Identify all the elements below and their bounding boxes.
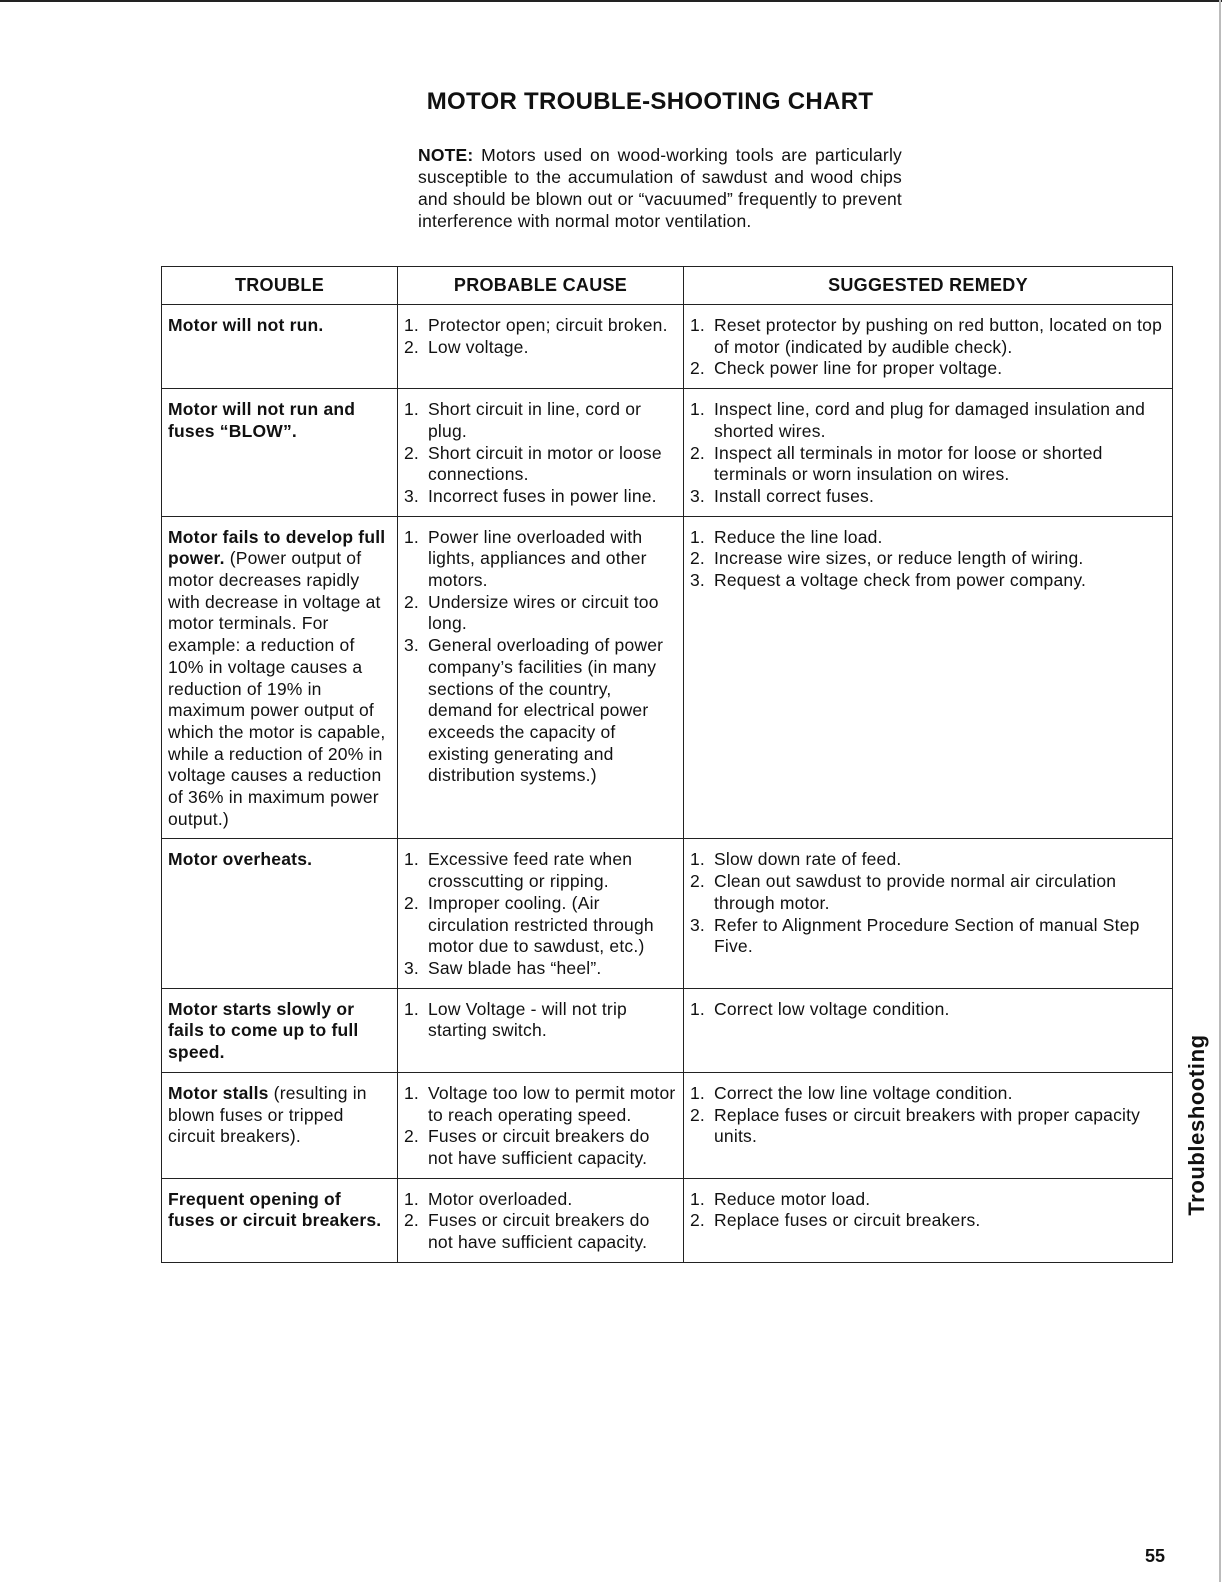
cause-item-number: 2. — [404, 591, 419, 612]
cause-item-text: Undersize wires or circuit too long. — [428, 591, 659, 634]
cause-item — [404, 527, 678, 592]
remedy-item — [690, 443, 1167, 486]
trouble-title: Frequent opening of fuses or circuit breakers. — [168, 1188, 382, 1231]
remedy-item-text: Replace fuses or circuit breakers with proper capacity units. — [714, 1104, 1141, 1147]
remedy-list — [690, 315, 1167, 380]
remedy-list — [690, 849, 1167, 958]
remedy-item-text: Inspect line, cord and plug for damaged insulation and shorted wires. — [714, 399, 1146, 441]
cause-item-number: 1. — [404, 315, 419, 335]
cause-item-number: 2. — [404, 336, 419, 357]
remedy-item-text: Reset protector by pushing on red button, located on top of motor (indicated by audible check). — [714, 315, 1163, 357]
remedy-item — [690, 871, 1167, 914]
cause-item-number: 1. — [404, 998, 419, 1019]
page-number: 55 — [1144, 1546, 1165, 1566]
cause-item — [404, 592, 678, 635]
cause-item-number: 2. — [404, 1210, 419, 1231]
cause-item — [404, 958, 678, 980]
trouble-description: (Power output of motor decreases rapidly with decrease in voltage at motor terminals. For example: a reduction of 10% in voltage causes a reduction of 19% in maximum power output of which the motor is capable, while a reduction of 20% in voltage causes a reduction of 36% in maximum power output.) — [168, 548, 386, 829]
cause-item-number: 1. — [404, 1188, 419, 1209]
section-side-tab — [1181, 1034, 1213, 1216]
cause-item-number: 1. — [404, 1082, 419, 1103]
remedy-item-text: Increase wire sizes, or reduce length of wiring. — [714, 548, 1084, 569]
table-row — [162, 516, 1173, 839]
remedy-cell — [684, 516, 1173, 839]
remedy-cell — [684, 389, 1173, 517]
cause-cell — [398, 1072, 684, 1178]
remedy-item — [690, 486, 1167, 508]
troubleshooting-table — [161, 266, 1173, 1263]
cause-item — [404, 443, 678, 486]
remedy-item-number: 1. — [690, 399, 705, 420]
cause-item-number: 2. — [404, 442, 419, 463]
cause-item — [404, 1083, 678, 1126]
cause-item — [404, 399, 678, 442]
remedy-item — [690, 358, 1167, 380]
cause-item-text: Short circuit in line, cord or plug. — [428, 399, 642, 441]
trouble-title: Motor starts slowly or fails to come up to full speed. — [168, 998, 359, 1063]
top-rule — [0, 0, 1222, 2]
trouble-title: Motor will not run and fuses “BLOW”. — [168, 399, 356, 441]
remedy-list — [690, 399, 1167, 508]
cause-list — [404, 315, 678, 358]
remedy-item-text: Slow down rate of feed. — [714, 849, 902, 870]
cause-cell — [398, 988, 684, 1072]
trouble-title: Motor will not run. — [168, 315, 324, 335]
table-row — [162, 1178, 1173, 1262]
cause-item — [404, 486, 678, 508]
trouble-description: (resulting in blown fuses or tripped circuit breakers). — [168, 1082, 367, 1147]
remedy-cell — [684, 988, 1173, 1072]
remedy-item — [690, 1083, 1167, 1105]
trouble-title: Motor overheats. — [168, 849, 313, 870]
remedy-item — [690, 315, 1167, 358]
cause-item — [404, 635, 678, 787]
cause-item — [404, 893, 678, 958]
cause-item — [404, 1210, 678, 1253]
cause-cell — [398, 305, 684, 389]
cause-item-text: Voltage too low to permit motor to reach operating speed. — [428, 1082, 676, 1125]
remedy-cell — [684, 1072, 1173, 1178]
table-row — [162, 839, 1173, 988]
remedy-cell — [684, 305, 1173, 389]
trouble-cell — [162, 305, 398, 389]
cause-item-text: General overloading of power company’s facilities (in many sections of the country, demand for electrical power exceeds the capacity of existing generating and distribution systems.) — [428, 635, 664, 786]
remedy-item-number: 1. — [690, 1188, 705, 1209]
remedy-item-text: Install correct fuses. — [714, 485, 875, 506]
header-probable-cause: PROBABLE CAUSE — [398, 267, 684, 305]
remedy-item-number: 3. — [690, 485, 705, 506]
remedy-item-text: Reduce the line load. — [714, 526, 883, 547]
trouble-cell — [162, 988, 398, 1072]
cause-item-text: Power line overloaded with lights, appliances and other motors. — [428, 526, 647, 591]
table-row — [162, 305, 1173, 389]
cause-item-text: Short circuit in motor or loose connections. — [428, 442, 662, 485]
trouble-title: Motor fails to develop full power. — [168, 526, 386, 569]
remedy-item — [690, 1210, 1167, 1232]
trouble-title: Motor stalls — [168, 1082, 269, 1103]
remedy-item-number: 2. — [690, 871, 705, 892]
cause-item-number: 1. — [404, 399, 419, 420]
table-row — [162, 389, 1173, 517]
cause-item-text: Low Voltage - will not trip starting switch. — [428, 998, 627, 1041]
cause-item-number: 1. — [404, 849, 419, 870]
remedy-list — [690, 1189, 1167, 1232]
remedy-item — [690, 849, 1167, 871]
cause-item-number: 3. — [404, 485, 419, 506]
trouble-cell — [162, 1178, 398, 1262]
trouble-cell — [162, 839, 398, 988]
remedy-item-number: 1. — [690, 526, 705, 547]
remedy-item-text: Correct low voltage condition. — [714, 998, 950, 1019]
remedy-item — [690, 548, 1167, 570]
cause-item-number: 2. — [404, 892, 419, 913]
header-trouble: TROUBLE — [162, 267, 398, 305]
remedy-item-number: 2. — [690, 358, 705, 379]
remedy-item — [690, 570, 1167, 592]
remedy-list — [690, 999, 1167, 1021]
cause-item-text: Fuses or circuit breakers do not have sufficient capacity. — [428, 1210, 650, 1253]
cause-list — [404, 1083, 678, 1170]
cause-item-number: 3. — [404, 635, 419, 656]
remedy-item-number: 1. — [690, 849, 705, 870]
remedy-item-text: Clean out sawdust to provide normal air circulation through motor. — [714, 871, 1117, 913]
remedy-list — [690, 1083, 1167, 1148]
cause-list — [404, 849, 678, 979]
table-header-row — [162, 267, 1173, 305]
right-page-edge — [1219, 0, 1221, 1582]
cause-item-text: Motor overloaded. — [428, 1188, 573, 1209]
remedy-cell — [684, 839, 1173, 988]
cause-cell — [398, 839, 684, 988]
table-row — [162, 1072, 1173, 1178]
cause-cell — [398, 389, 684, 517]
remedy-item-number: 1. — [690, 1082, 705, 1103]
page-title: MOTOR TROUBLE-SHOOTING CHART — [426, 88, 874, 115]
remedy-item-text: Reduce motor load. — [714, 1188, 871, 1209]
remedy-item-number: 2. — [690, 548, 705, 569]
cause-cell — [398, 516, 684, 839]
remedy-item — [690, 1189, 1167, 1211]
cause-item — [404, 315, 678, 337]
remedy-item-text: Check power line for proper voltage. — [714, 358, 1003, 379]
remedy-item-text: Inspect all terminals in motor for loose or shorted terminals or worn insulation on wires. — [714, 442, 1103, 485]
cause-list — [404, 399, 678, 508]
cause-item-text: Fuses or circuit breakers do not have sufficient capacity. — [428, 1126, 650, 1168]
remedy-item-number: 3. — [690, 914, 705, 935]
cause-item-number: 3. — [404, 957, 419, 978]
cause-item-text: Excessive feed rate when crosscutting or ripping. — [428, 849, 633, 892]
remedy-item-number: 1. — [690, 315, 705, 335]
remedy-list — [690, 527, 1167, 592]
cause-item-number: 2. — [404, 1126, 419, 1147]
cause-item-text: Improper cooling. (Air circulation restricted through motor due to sawdust, etc.) — [428, 892, 654, 957]
note-text: Motors used on wood-working tools are particularly susceptible to the accumulation of sawdust and wood chips and should be blown out or “vacuumed” frequently to prevent interference with normal motor ventilation. — [418, 145, 902, 231]
remedy-item — [690, 527, 1167, 549]
remedy-item-number: 2. — [690, 1210, 705, 1231]
cause-item — [404, 1189, 678, 1211]
remedy-cell — [684, 1178, 1173, 1262]
table-row — [162, 988, 1173, 1072]
remedy-item — [690, 915, 1167, 958]
cause-item-text: Protector open; circuit broken. — [428, 315, 668, 335]
note-label: NOTE: — [418, 145, 474, 165]
remedy-item — [690, 1105, 1167, 1148]
remedy-item-number: 2. — [690, 442, 705, 463]
remedy-item-number: 1. — [690, 998, 705, 1019]
trouble-cell — [162, 1072, 398, 1178]
cause-list — [404, 1189, 678, 1254]
remedy-item-text: Refer to Alignment Procedure Section of manual Step Five. — [714, 914, 1140, 957]
side-tab-label: Troubleshooting — [1184, 1034, 1209, 1216]
cause-item — [404, 1126, 678, 1169]
cause-list — [404, 999, 678, 1042]
remedy-item-text: Replace fuses or circuit breakers. — [714, 1210, 981, 1231]
cause-item — [404, 337, 678, 359]
trouble-cell — [162, 516, 398, 839]
note-paragraph — [418, 144, 902, 232]
remedy-item-text: Correct the low line voltage condition. — [714, 1082, 1013, 1103]
remedy-item-text: Request a voltage check from power company. — [714, 570, 1087, 591]
cause-item-text: Low voltage. — [428, 336, 529, 357]
remedy-item-number: 3. — [690, 570, 705, 591]
remedy-item-number: 2. — [690, 1104, 705, 1125]
cause-item-number: 1. — [404, 526, 419, 547]
cause-item-text: Saw blade has “heel”. — [428, 957, 602, 978]
remedy-item — [690, 399, 1167, 442]
cause-item — [404, 849, 678, 892]
header-suggested-remedy: SUGGESTED REMEDY — [684, 267, 1173, 305]
trouble-cell — [162, 389, 398, 517]
remedy-item — [690, 999, 1167, 1021]
cause-item — [404, 999, 678, 1042]
cause-list — [404, 527, 678, 787]
cause-item-text: Incorrect fuses in power line. — [428, 485, 657, 506]
cause-cell — [398, 1178, 684, 1262]
